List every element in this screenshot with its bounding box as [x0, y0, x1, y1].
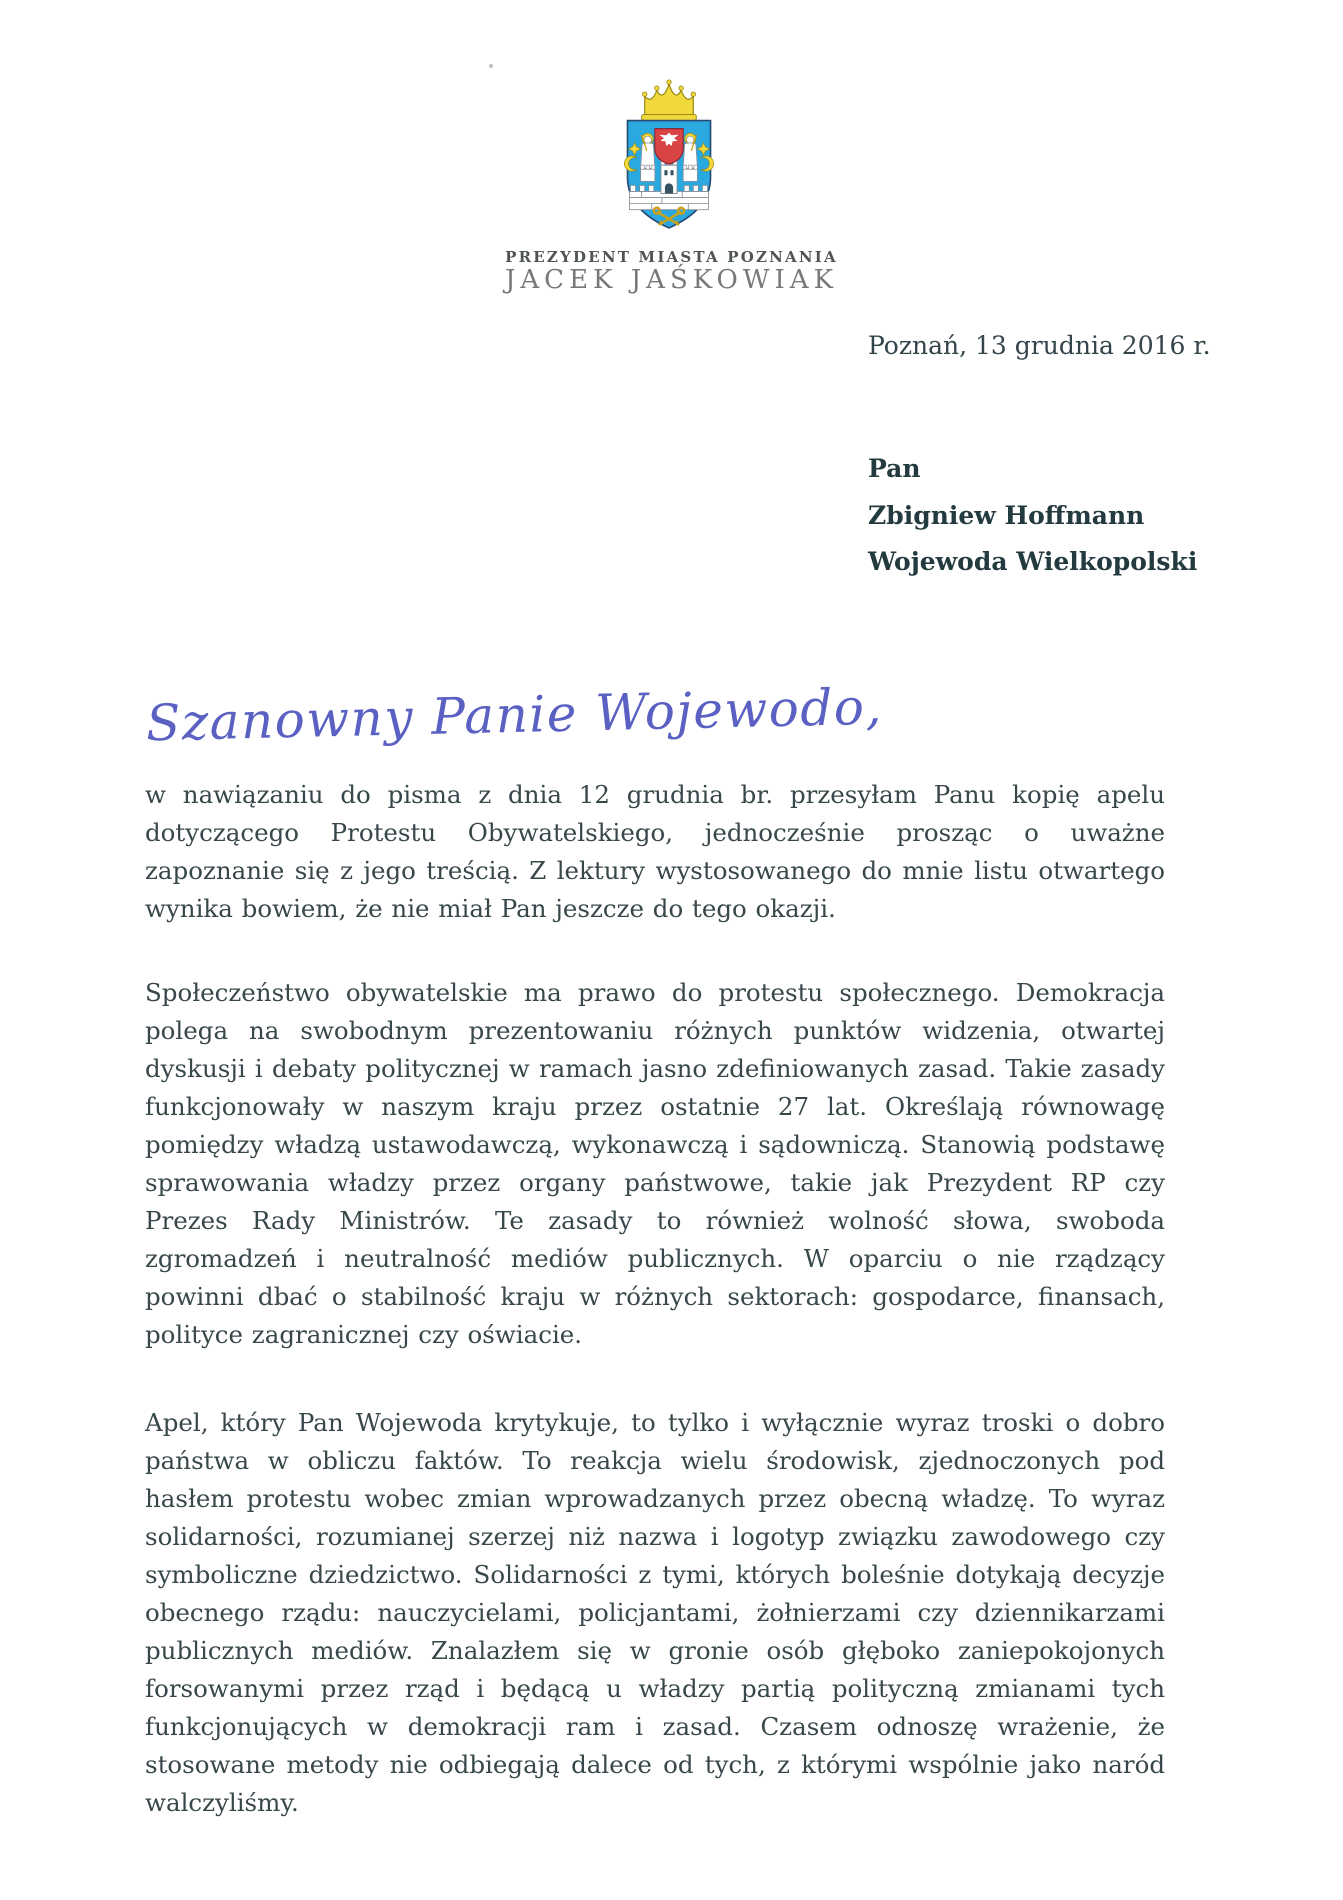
recipient-title: Pan: [868, 454, 921, 483]
recipient-name: Zbigniew Hoffmann: [868, 500, 1145, 530]
letterhead-name: JACEK JAŚKOWIAK: [504, 265, 838, 295]
recipient-role: Wojewoda Wielkopolski: [868, 547, 1198, 576]
eagle-shield-icon: [655, 129, 683, 164]
letter-body: [145, 776, 1165, 1868]
paragraph-2: Społeczeństwo obywatelskie ma prawo do protestu społecznego. Demokracja polega na swobodnym prezentowaniu różnych punktów widzenia, otwartej dyskusji i debaty politycznej w ramach jasno zdefiniowanych zasad. Takie zasady funkcjonowały w naszym kraju przez ostatnie 27 lat. Określają równowagę pomiędzy władzą ustawodawczą, wykonawczą i sądowniczą. Stanowią podstawę sprawowania władzy przez organy państwowe, takie jak Prezydent RP czy Prezes Rady Ministrów. Te zasady to również wolność słowa, swoboda zgromadzeń i neutralność mediów publicznych. W oparciu o nie rządzący powinni dbać o stabilność kraju w różnych sektorach: gospodarce, finansach, polityce zagranicznej czy oświacie.: [145, 978, 1165, 1349]
handwritten-salutation: Szanowny Panie Wojewodo,: [145, 677, 884, 753]
recipient-block: [868, 446, 1197, 586]
poznan-coat-of-arms-icon: [616, 74, 722, 234]
saint-figure-left: [641, 133, 655, 181]
paragraph-3: Apel, który Pan Wojewoda krytykuje, to tylko i wyłącznie wyraz troski o dobro państwa w obliczu faktów. To reakcja wielu środowisk, zjednoczonych pod hasłem protestu wobec zmian wprowadzanych przez obecną władzę. To wyraz solidarności, rozumianej szerzej niż nazwa i logotyp związku zawodowego czy symboliczne dziedzictwo. Solidarności z tymi, których boleśnie dotykają decyzje obecnego rządu: nauczycielami, policjantami, żołnierzami czy dziennikarzami publicznych mediów. Znalazłem się w gronie osób głęboko zaniepokojonych forsowanymi przez rząd i będącą u władzy partią polityczną zmianami tych funkcjonujących w demokracji ram i zasad. Czasem odnoszę wrażenie, że stosowane metody nie odbiegają dalece od tych, z którymi wspólnie jako naród walczyliśmy.: [145, 1408, 1165, 1817]
crown-icon: [642, 80, 697, 121]
saint-figure-right: [683, 133, 697, 181]
letterhead-org: PREZYDENT MIASTA POZNANIA: [505, 248, 838, 266]
paragraph-1: w nawiązaniu do pisma z dnia 12 grudnia br. przesyłam Panu kopię apelu dotyczącego Protestu Obywatelskiego, jednocześnie prosząc o uważne zapoznanie się z jego treścią. Z lektury wystosowanego do mnie listu otwartego wynika bowiem, że nie miał Pan jeszcze do tego okazji.: [145, 780, 1165, 923]
dateline: Poznań, 13 grudnia 2016 r.: [868, 331, 1211, 360]
scan-artifact-dot: [489, 64, 493, 68]
